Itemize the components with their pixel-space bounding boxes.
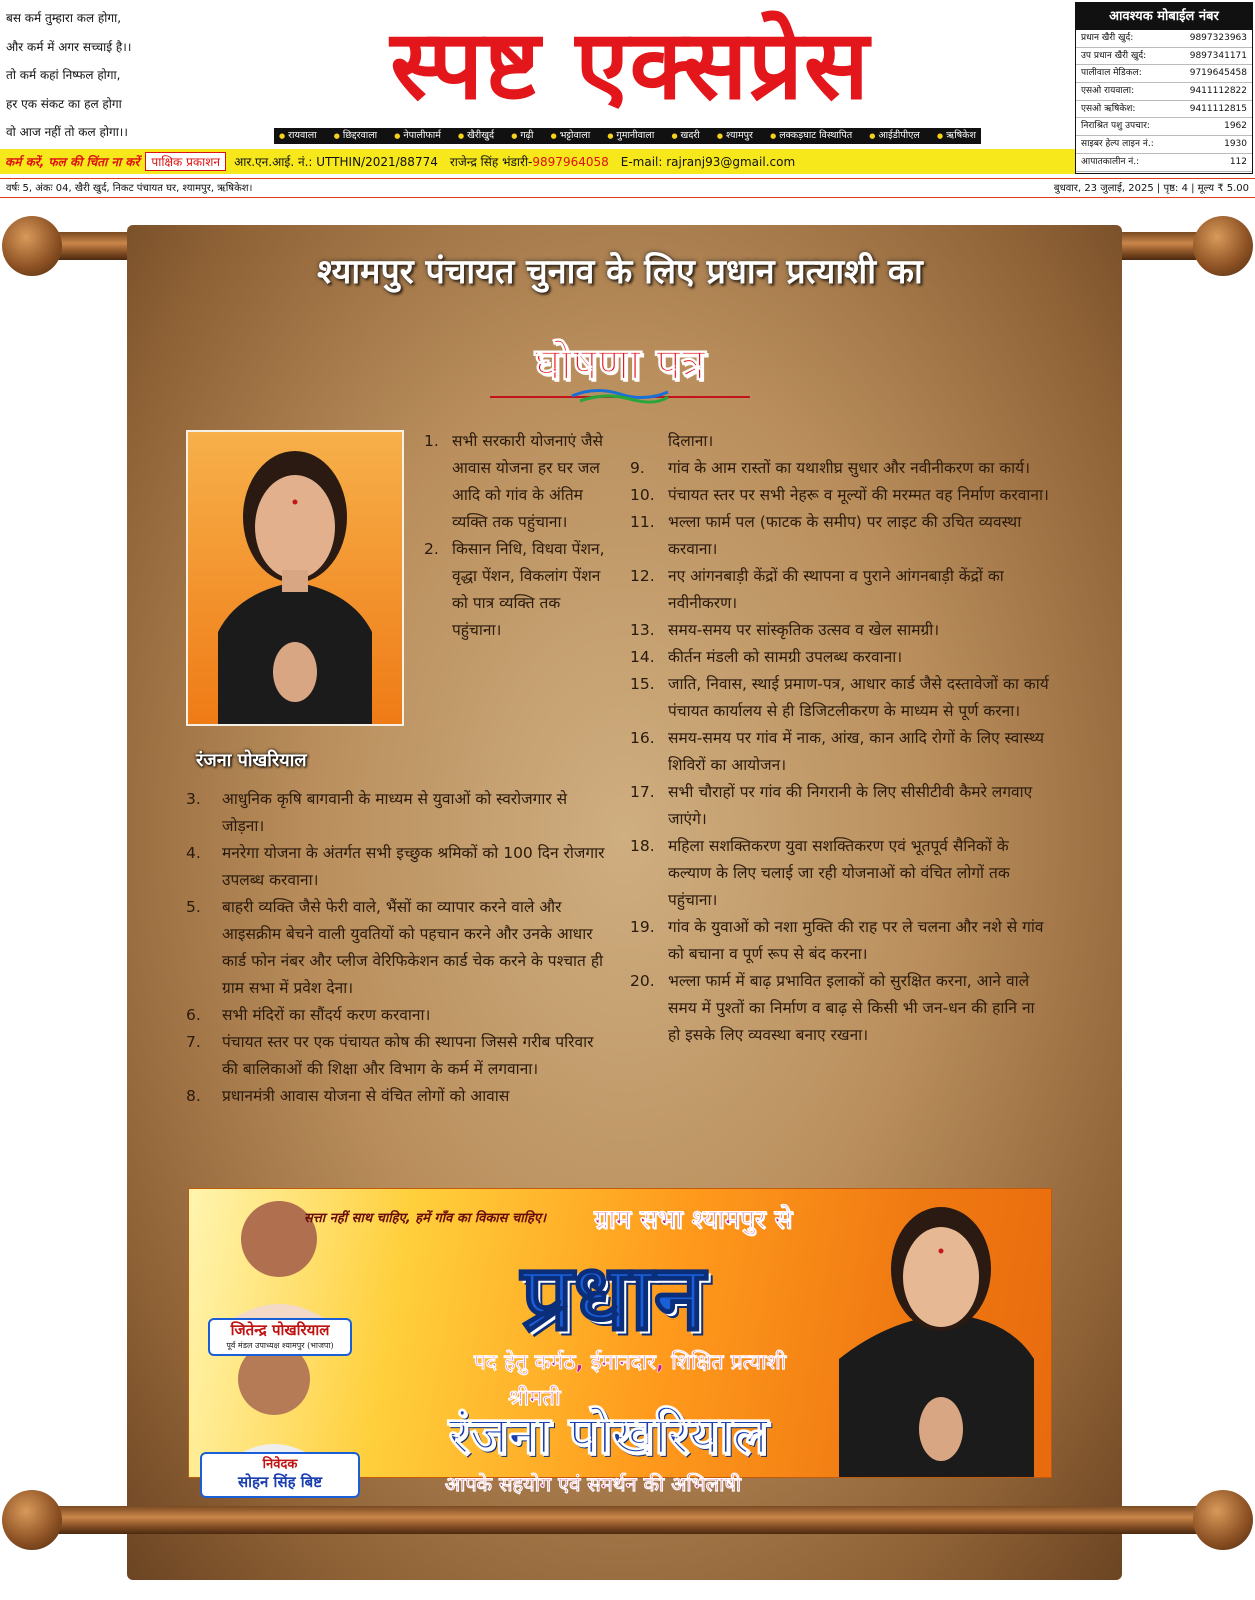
item-number: 18.	[630, 837, 655, 855]
poem-line: हर एक संकट का हल होगा	[6, 96, 122, 111]
location-item: ● नेपालीफार्म	[394, 128, 441, 144]
item-number: 15.	[630, 675, 655, 693]
location-item: ● ऋषिकेश	[937, 128, 976, 144]
rni-number: आर.एन.आई. नं.: UTTHIN/2021/88774	[234, 155, 438, 169]
supporter-2-label	[200, 1452, 360, 1498]
supporter-1-role: पूर्व मंडल उपाध्यक्ष श्यामपुर (भाजपा)	[226, 1341, 334, 1350]
supporter-1-name: जितेन्द्र पोखरियाल	[230, 1321, 330, 1339]
manifesto-item	[186, 894, 608, 1002]
supporter-2-name: सोहन सिंह बिष्ट	[238, 1473, 322, 1491]
scroll-knob	[2, 1490, 62, 1550]
scroll-knob	[1193, 216, 1253, 276]
item-number: 11.	[630, 513, 655, 531]
mobile-box-title: आवश्यक मोबाईल नंबर	[1076, 3, 1252, 30]
location-item: ● गढ़ी	[511, 128, 533, 144]
poem-line: वो आज नहीं तो कल होगा।।	[6, 125, 128, 139]
item-number: 7.	[186, 1033, 201, 1051]
scroll-rod-bottom	[40, 1506, 1215, 1534]
item-text: मनरेगा योजना के अंतर्गत सभी इच्छुक श्रमिकों को 100 दिन रोजगार उपलब्ध करवाना।	[222, 844, 605, 889]
editor-phone: 9897964058	[532, 154, 609, 169]
item-text: गांव के आम रास्तों का यथाशीघ्र सुधार और नवीनीकरण का कार्य।	[668, 459, 1030, 477]
banner-post: प्रधान	[521, 1244, 705, 1351]
item-number: 16.	[630, 729, 655, 747]
mobile-value: 1962	[1224, 121, 1247, 132]
location-bar	[274, 128, 981, 144]
mobile-row	[1076, 101, 1252, 119]
manifesto-item	[630, 968, 1050, 1049]
item-number: 1.	[424, 432, 439, 450]
slogan: कर्म करें, फल की चिंता ना करें	[5, 155, 140, 169]
manifesto-item	[424, 428, 608, 536]
mobile-row	[1076, 48, 1252, 66]
item-text: सभी सरकारी योजनाएं जैसे आवास योजना हर घर जल आदि को गांव के अंतिम व्यक्ति तक पहुंचाना।	[452, 432, 603, 531]
manifesto-item	[630, 671, 1050, 725]
supporter-2-prefix: निवेदक	[262, 1457, 298, 1472]
manifesto-item	[630, 455, 1050, 482]
banner-village: ग्राम सभा श्यामपुर से	[594, 1205, 793, 1235]
location-item: ● भट्टोवाला	[551, 128, 591, 144]
item-text: आधुनिक कृषि बागवानी के माध्यम से युवाओं को स्वरोजगार से जोड़ना।	[222, 790, 568, 835]
item-text: बाहरी व्यक्ति जैसे फेरी वाले, भैंसों का व्यापार करने वाले और आइसक्रीम बेचने वाली युवतियों को पहचान करने और उनके आधार कार्ड फोन नंबर और प्लीज वेरिफिकेशन कार्ड चेक करने के पश्चात ही ग्राम सभा में प्रवेश देना।	[222, 898, 604, 997]
mobile-value: 9897341171	[1189, 50, 1247, 61]
banner-appeal: आपके सहयोग एवं समर्थन की अभिलाषी	[444, 1472, 742, 1496]
mobile-value: 9897323963	[1189, 33, 1247, 43]
scroll-knob	[2, 216, 62, 276]
item-number: 12.	[630, 567, 655, 585]
manifesto-item	[630, 509, 1050, 563]
mobile-value: 9411112815	[1189, 103, 1247, 114]
manifesto-item	[186, 1002, 608, 1029]
item-number: 5.	[186, 898, 201, 916]
mobile-label: पालीवाल मेडिकल:	[1081, 68, 1142, 79]
manifesto-column-a	[424, 428, 608, 644]
item-text: भल्ला फार्म में बाढ़ प्रभावित इलाकों को सुरक्षित करना, आने वाले समय में पुश्तों का निर्माण व बाढ़ से किसी भी जन-धन की हानि ना हो इसके लिए व्यवस्था बनाए रखना।	[668, 972, 1035, 1044]
item-number: 3.	[186, 790, 201, 808]
issue-details: वर्षः 5, अंकः 04, खैरी खुर्द, निकट पंचायत घर, श्यामपुर, ऋषिकेश।	[6, 183, 253, 194]
item-number: 8.	[186, 1087, 201, 1105]
manifesto-column-b	[186, 786, 608, 1110]
poem-line: और कर्म में अगर सच्चाई है।।	[6, 39, 132, 54]
item-text: प्रधानमंत्री आवास योजना से वंचित लोगों को आवास	[222, 1087, 510, 1105]
item-text: किसान निधि, विधवा पेंशन, वृद्धा पेंशन, विकलांग पेंशन को पात्र व्यक्ति तक पहुंचाना।	[452, 540, 605, 639]
mobile-value: 112	[1229, 156, 1247, 167]
mobile-label: एसओ रायवाला:	[1081, 86, 1135, 97]
item-text: नए आंगनबाड़ी केंद्रों की स्थापना व पुराने आंगनबाड़ी केंद्रों का नवीनीकरण।	[668, 567, 1004, 612]
poem-line: बस कर्म तुम्हारा कल होगा,	[6, 11, 122, 25]
item-text: कीर्तन मंडली को सामग्री उपलब्ध करवाना।	[668, 648, 903, 666]
mobile-value: 9411112822	[1189, 86, 1247, 97]
banner-tagline: सत्ता नहीं साथ चाहिए, हमें गाँव का विकास चाहिए।	[304, 1211, 546, 1226]
item-number: 9.	[630, 459, 645, 477]
item-number: 19.	[630, 918, 655, 936]
location-item: ● खदरी	[671, 128, 699, 144]
email: E-mail: rajranj93@gmail.com	[620, 154, 796, 169]
editor-name: राजेन्द्र सिंह भंडारी-	[449, 155, 533, 169]
manifesto-item	[630, 617, 1050, 644]
supporter-1-label	[208, 1318, 352, 1356]
item-number: 14.	[630, 648, 655, 666]
item-text: महिला सशक्तिकरण युवा सशक्तिकरण एवं भूतपूर्व सैनिकों के कल्याण के लिए चलाई जा रही योजनाओं को वंचित लोगों तक पहुंचाना।	[668, 837, 1010, 909]
item-text: जाति, निवास, स्थाई प्रमाण-पत्र, आधार कार्ड जैसे दस्तावेजों का कार्य पंचायत कार्यालय से ही डिजिटलीकरण के माध्यम से पूर्ण करना।	[668, 675, 1049, 720]
mobile-label: प्रधान खैरी खुर्द:	[1081, 33, 1134, 43]
mobile-label: उप प्रधान खैरी खुर्द:	[1081, 50, 1147, 61]
mobile-label: निराश्रित पशु उपचार:	[1081, 121, 1150, 132]
manifesto-title: घोषणा पत्र	[534, 339, 706, 390]
location-item: ● खैरीखुर्द	[458, 128, 494, 144]
location-item: ● रायवाला	[279, 128, 317, 144]
poem-line: तो कर्म कहां निष्फल होगा,	[6, 68, 121, 82]
banner-honorific: श्रीमती	[508, 1386, 561, 1411]
manifesto-item	[186, 786, 608, 840]
publication-frequency: पाक्षिक प्रकाशन	[145, 152, 226, 171]
location-item: ● आईडीपीएल	[869, 128, 920, 144]
mobile-row	[1076, 154, 1252, 172]
item-number: 4.	[186, 844, 201, 862]
item-text: समय-समय पर सांस्कृतिक उत्सव व खेल सामग्री।	[668, 621, 940, 639]
manifesto-item	[424, 536, 608, 644]
item-number: 2.	[424, 540, 439, 558]
mobile-value: 9719645458	[1189, 68, 1247, 79]
item-text: समय-समय पर गांव में नाक, आंख, कान आदि रोगों के लिए स्वास्थ्य शिविरों का आयोजन।	[668, 729, 1044, 774]
mobile-label: आपातकालीन नं.:	[1081, 156, 1140, 167]
masthead-poem	[6, 4, 181, 147]
manifesto-item	[630, 644, 1050, 671]
item-text: पंचायत स्तर पर सभी नेहरू व मूल्यों की मरम्मत वह निर्माण करवाना।	[668, 486, 1049, 504]
mobile-numbers-box	[1075, 2, 1253, 174]
mobile-label: एसओ ऋषिकेश:	[1081, 103, 1136, 114]
newspaper-logo: स्पष्ट एक्सप्रेस	[390, 9, 870, 121]
manifesto-item	[186, 1083, 608, 1110]
mobile-row	[1076, 136, 1252, 154]
candidate-portrait-icon	[188, 432, 402, 724]
wave-ornament	[570, 382, 670, 406]
info-bar	[0, 149, 1075, 174]
issue-date-price: बुधवार, 23 जुलाई, 2025 | पृष्ठ: 4 | मूल्य ₹ 5.00	[1053, 183, 1249, 194]
item-text: पंचायत स्तर पर एक पंचायत कोष की स्थापना जिससे गरीब परिवार की बालिकाओं की शिक्षा और विभाग के कर्म में लगवाना।	[222, 1033, 594, 1078]
item-number: 6.	[186, 1006, 201, 1024]
manifesto-item	[186, 840, 608, 894]
location-item: ● छिद्दरवाला	[334, 128, 377, 144]
item-text: सभी चौराहों पर गांव की निगरानी के लिए सीसीटीवी कैमरे लगवाए जाएंगे।	[668, 783, 1033, 828]
manifesto-item	[630, 725, 1050, 779]
scroll-knob	[1193, 1490, 1253, 1550]
mobile-label: साइबर हेल्प लाइन नं.:	[1081, 139, 1154, 150]
manifesto-item	[630, 833, 1050, 914]
manifesto-item	[630, 482, 1050, 509]
issue-bar	[0, 178, 1255, 198]
manifesto-headline: श्यामपुर पंचायत चुनाव के लिए प्रधान प्रत्याशी का	[317, 252, 923, 292]
location-item: ● गुमानीवाला	[607, 128, 654, 144]
item-continuation: दिलाना।	[668, 432, 714, 450]
item-text: भल्ला फार्म पल (फाटक के समीप) पर लाइट की उचित व्यवस्था करवाना।	[668, 513, 1022, 558]
item-text: गांव के युवाओं को नशा मुक्ति की राह पर ले चलना और नशे से गांव को बचाना व पूर्ण रूप से बंद करना।	[668, 918, 1044, 963]
manifesto-item	[186, 1029, 608, 1083]
location-item: ● श्यामपुर	[717, 128, 753, 144]
mobile-row	[1076, 30, 1252, 48]
candidate-photo	[186, 430, 404, 726]
banner-qualities: पद हेतु कर्मठ, ईमानदार, शिक्षित प्रत्याशी	[473, 1350, 787, 1374]
mobile-row	[1076, 83, 1252, 101]
item-number: 17.	[630, 783, 655, 801]
item-number: 13.	[630, 621, 655, 639]
mobile-value: 1930	[1224, 139, 1247, 150]
banner-candidate-name: रंजना पोखरियाल	[448, 1406, 768, 1466]
mobile-row	[1076, 65, 1252, 83]
manifesto-item	[630, 563, 1050, 617]
item-number: 10.	[630, 486, 655, 504]
manifesto-item	[630, 779, 1050, 833]
candidate-name-caption: रंजना पोखरियाल	[196, 750, 307, 771]
manifesto-item	[630, 914, 1050, 968]
mobile-row	[1076, 118, 1252, 136]
item-text: सभी मंदिरों का सौंदर्य करण करवाना।	[222, 1006, 431, 1024]
item-number: 20.	[630, 972, 655, 990]
location-item: ● लक्कड़घाट विस्थापित	[770, 128, 852, 144]
manifesto-column-c	[630, 428, 1050, 1049]
